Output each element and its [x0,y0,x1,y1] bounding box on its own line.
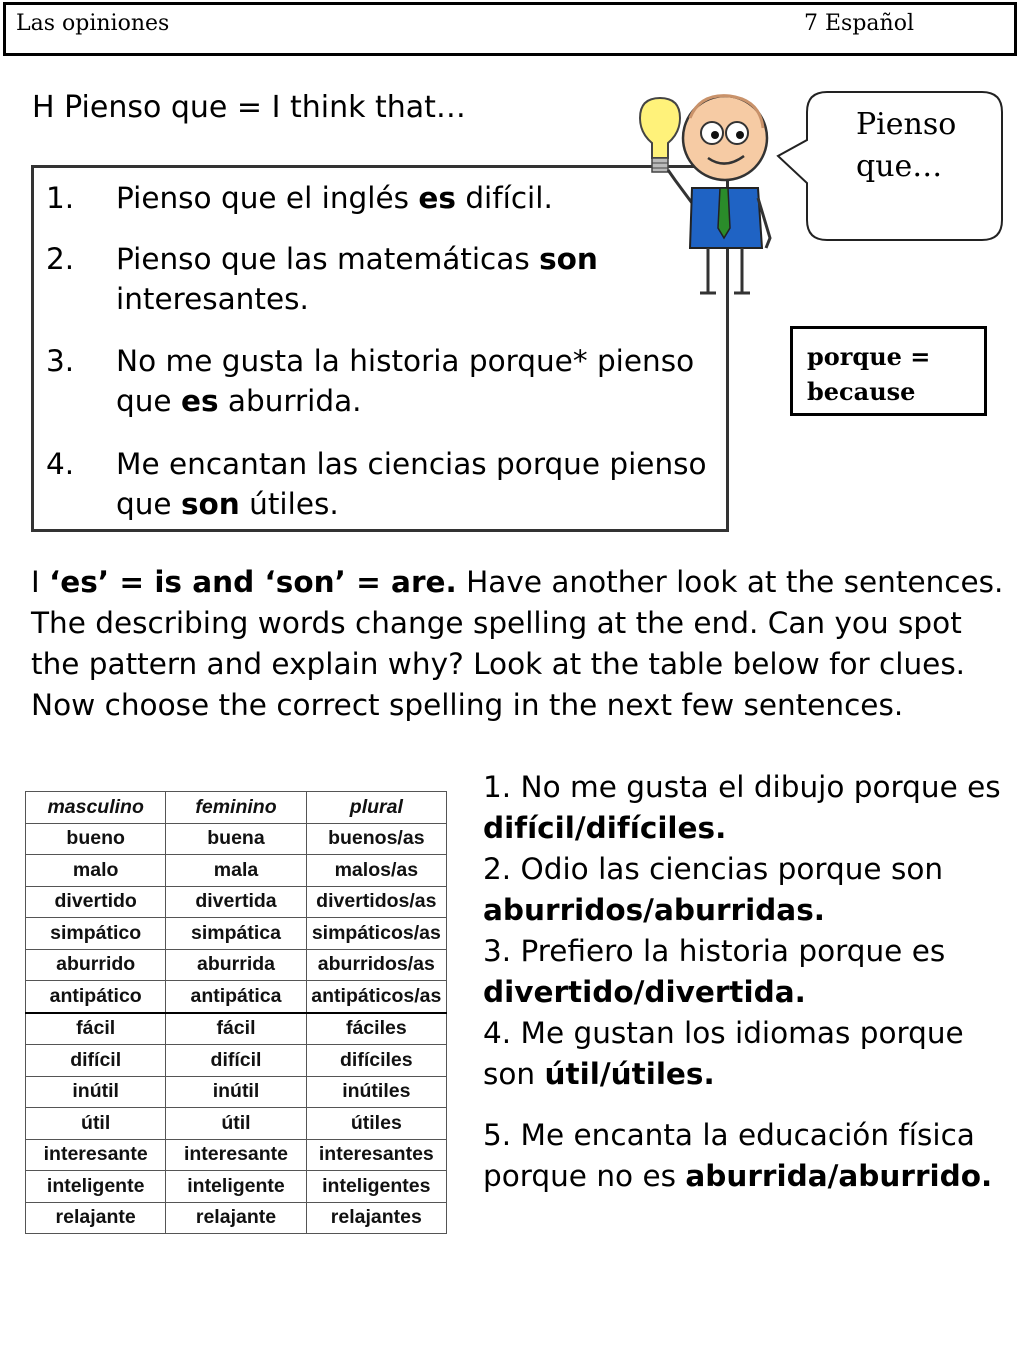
table-cell: aburridos/as [306,949,446,981]
table-cell: divertida [166,886,306,918]
exercise-4: 4. Me gustan los idiomas porque son útil/útiles. [483,1016,964,1091]
table-cell: inútiles [306,1076,446,1108]
table-cell: inteligente [26,1171,166,1203]
table-cell: simpáticos/as [306,918,446,950]
table-cell: interesante [166,1139,306,1171]
table-cell: útil [26,1108,166,1140]
table-row [26,1139,447,1171]
porque-definition-box: porque = because [790,326,987,416]
table-row [26,949,447,981]
exercise-2: 2. Odio las ciencias porque son aburridos/aburridas. [483,852,944,927]
table-row [26,918,447,950]
table-row [26,1108,447,1140]
sentence-item: 1. Pienso que el inglés es difícil. [46,181,553,215]
table-cell: difícil [26,1045,166,1077]
table-cell: difícil [166,1045,306,1077]
table-cell: interesante [26,1139,166,1171]
exercise-1: 1. No me gusta el dibujo porque es difícil/difíciles. [483,770,1001,845]
table-row [26,1013,447,1045]
table-cell: fácil [26,1013,166,1045]
page-header [3,2,1017,56]
header-title: Las opiniones [16,11,170,36]
table-row [26,1076,447,1108]
table-cell: inútil [166,1076,306,1108]
sentence-item: 4. Me encantan las ciencias porque pienso que son útiles. [46,447,707,521]
table-cell: inteligentes [306,1171,446,1203]
table-cell: antipática [166,981,306,1013]
adjective-agreement-table [25,791,447,1234]
table-cell: malo [26,855,166,887]
table-cell: aburrida [166,949,306,981]
exercise-5: 5. Me encanta la educación física porque no es aburrida/aburrido. [483,1118,993,1193]
table-cell: bueno [26,823,166,855]
table-cell: inútil [26,1076,166,1108]
lightbulb-icon [640,98,680,172]
table-row [26,1171,447,1203]
table-cell: simpático [26,918,166,950]
table-cell: buenos/as [306,823,446,855]
table-cell: divertido [26,886,166,918]
table-row [26,823,447,855]
table-cell: fácil [166,1013,306,1045]
table-cell: difíciles [306,1045,446,1077]
table-row [26,855,447,887]
table-cell: aburrido [26,949,166,981]
table-cell: divertidos/as [306,886,446,918]
table-cell: inteligente [166,1171,306,1203]
column-header: feminino [166,792,306,824]
table-cell: interesantes [306,1139,446,1171]
section-h-title: H Pienso que = I think that… [32,90,466,125]
table-cell: relajantes [306,1202,446,1234]
section-i-instructions: I ‘es’ = is and ‘son’ = are. Have another look at the sentences. The describing words change spelling at the end. Can you spot the pattern and explain why? Look at the table below for clues. Now choose the correct spelling in the next few sentences. [31,565,1004,722]
sentence-item: 3. No me gusta la historia porque* pienso que es aburrida. [46,344,695,418]
speech-bubble-text: Pienso que… [856,107,957,184]
column-header: plural [306,792,446,824]
header-class: 7 Español [804,11,914,36]
table-row [26,1202,447,1234]
exercise-3: 3. Prefiero la historia porque es divertido/divertida. [483,934,946,1009]
thinking-person-illustration [620,88,780,300]
table-cell: relajante [26,1202,166,1234]
table-cell: relajante [166,1202,306,1234]
table-cell: fáciles [306,1013,446,1045]
sentence-item: 2. Pienso que las matemáticas son interesantes. [46,242,598,316]
table-cell: mala [166,855,306,887]
table-row [26,886,447,918]
table-row [26,981,447,1013]
table-cell: simpática [166,918,306,950]
table-row [26,1045,447,1077]
table-cell: útiles [306,1108,446,1140]
table-header-row [26,792,447,824]
column-header: masculino [26,792,166,824]
table-cell: buena [166,823,306,855]
table-cell: antipático [26,981,166,1013]
table-cell: útil [166,1108,306,1140]
table-cell: malos/as [306,855,446,887]
table-cell: antipáticos/as [306,981,446,1013]
